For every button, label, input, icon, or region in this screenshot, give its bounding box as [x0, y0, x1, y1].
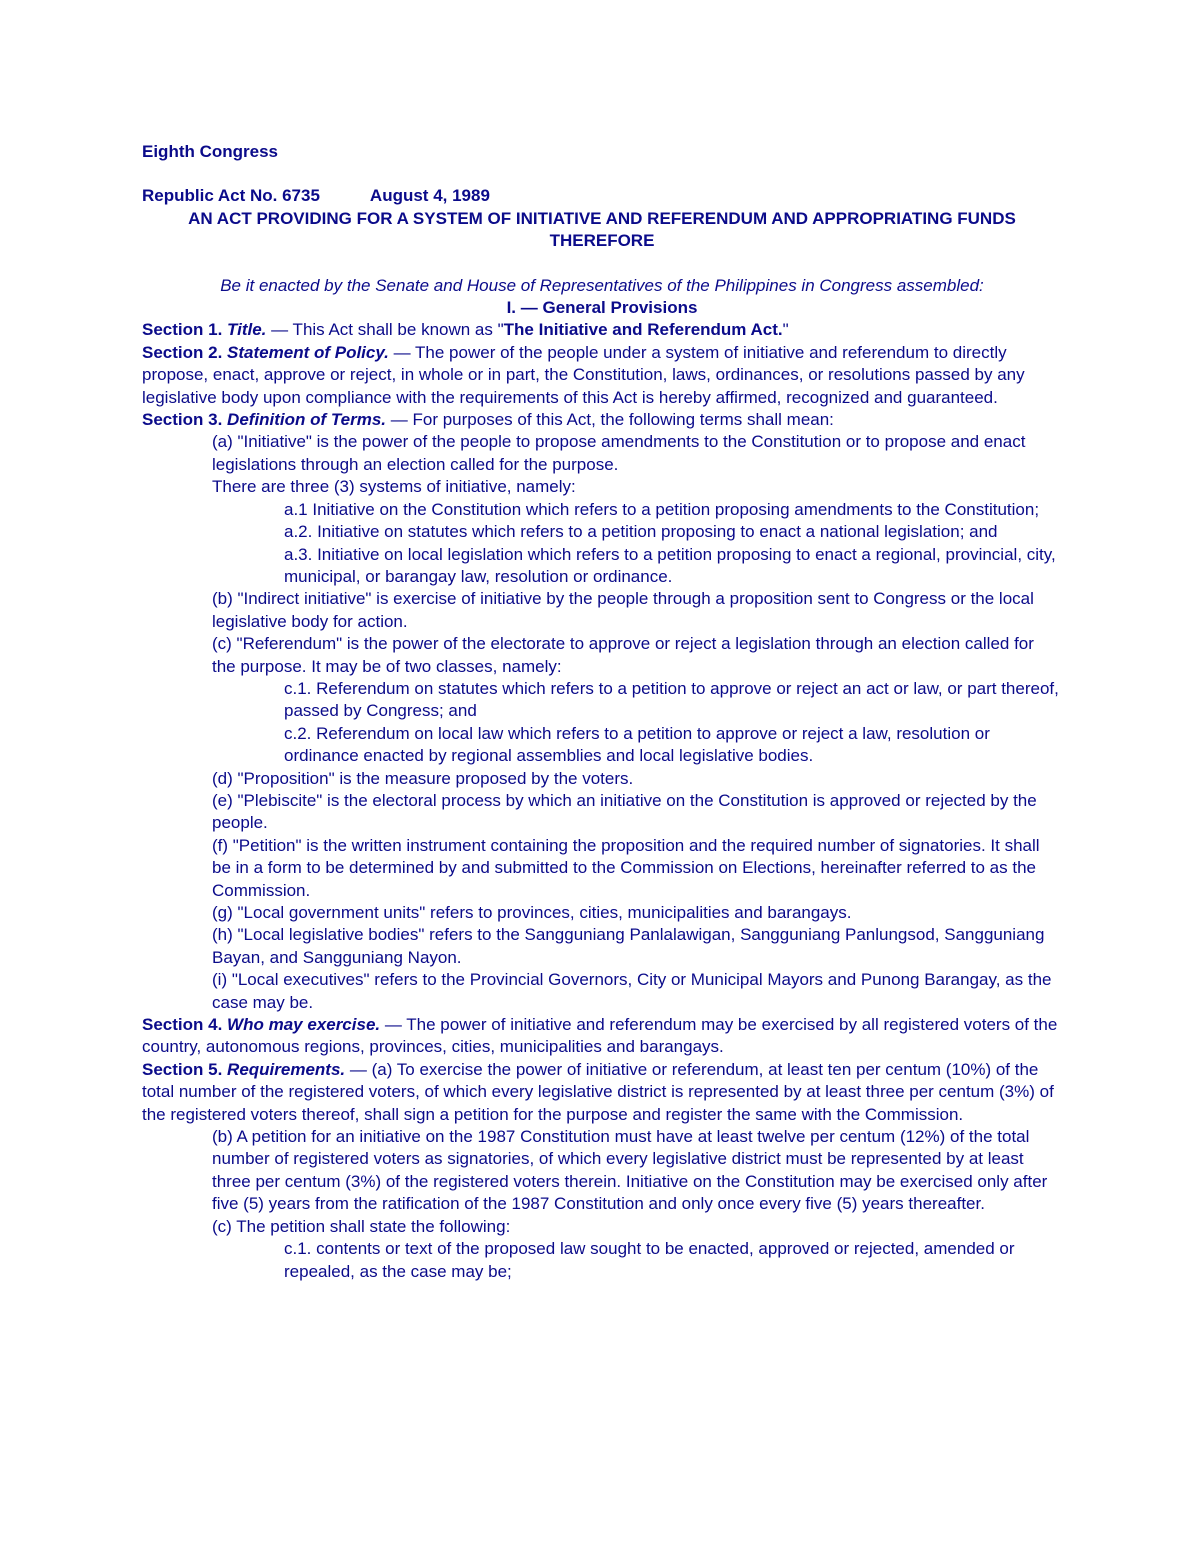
section-4 [142, 1014, 1062, 1059]
definition-f: (f) "Petition" is the written instrument containing the proposition and the required number of signatories. It shall be in a form to be determined by and submitted to the Commission on Elections, hereinafter referred to as the Commission. [212, 835, 1040, 900]
definition-a1: a.1 Initiative on the Constitution which refers to a petition proposing amendments to the Constitution; [284, 499, 1040, 519]
section-title: Who may exercise. [227, 1015, 381, 1035]
section-3 [142, 409, 1062, 431]
act-number-line [142, 185, 1062, 207]
act-date: August 4, 1989 [369, 186, 490, 206]
definition-a: (a) "Initiative" is the power of the people to propose amendments to the Constitution or to propose and enact legislations through an election called for the purpose. [212, 432, 1026, 474]
requirement-c: (c) The petition shall state the following: [212, 1216, 511, 1236]
definition-c: (c) "Referendum" is the power of the electorate to approve or reject a legislation through an election called for the purpose. It may be of two classes, namely: [212, 634, 1034, 676]
section-title: Statement of Policy. [227, 342, 389, 362]
section-text: — The power of initiative and referendum may be exercised by all registered voters of the country, autonomous regions, provinces, cities, municipalities and barangays. [142, 1015, 1058, 1057]
section-text: — (a) To exercise the power of initiative or referendum, at least ten per centum (10%) of the total number of the registered voters, of which every legislative district is represented by at least three per centum (3%) of the registered voters thereof, shall sign a petition for the purpose and register the same with the Commission. [142, 1059, 1054, 1124]
section-title: Title. [227, 320, 267, 340]
act-short-name: The Initiative and Referendum Act. [503, 320, 783, 340]
definition-c2: c.2. Referendum on local law which refers to a petition to approve or reject a law, resolution or ordinance enacted by regional assemblies and local legislative bodies. [284, 723, 990, 766]
section-text: — This Act shall be known as " [266, 320, 504, 340]
definition-d: (d) "Proposition" is the measure proposed by the voters. [212, 768, 634, 788]
section-title: Definition of Terms. [227, 410, 387, 430]
section-number: Section 3. [142, 410, 223, 430]
definition-b: (b) "Indirect initiative" is exercise of initiative by the people through a proposition sent to Congress or the local legislative body for action. [212, 589, 1034, 631]
document-body [142, 141, 1062, 1283]
section-number: Section 4. [142, 1015, 223, 1035]
section-text: — The power of the people under a system of initiative and referendum to directly propose, enact, approve or reject, in whole or in part, the Constitution, laws, ordinances, or resolutions passed by any legislative body upon compliance with the requirements of this Act is hereby affirmed, recognized and guaranteed. [142, 342, 1025, 407]
section-text: — For purposes of this Act, the following terms shall mean: [386, 410, 834, 430]
definition-h: (h) "Local legislative bodies" refers to the Sangguniang Panlalawigan, Sangguniang Panlungsod, Sangguniang Bayan, and Sangguniang Nayon. [212, 925, 1045, 967]
section-title: Requirements. [227, 1059, 346, 1079]
section-1 [142, 319, 1062, 341]
requirement-c1: c.1. contents or text of the proposed law sought to be enacted, approved or rejected, amended or repealed, as the case may be; [284, 1239, 1015, 1281]
section-2 [142, 342, 1062, 409]
definition-a2: a.2. Initiative on statutes which refers to a petition proposing to enact a national legislation; and [284, 522, 998, 542]
definition-g: (g) "Local government units" refers to provinces, cities, municipalities and barangays. [212, 903, 852, 922]
act-title: AN ACT PROVIDING FOR A SYSTEM OF INITIATIVE AND REFERENDUM AND APPROPRIATING FUNDS THEREFORE [188, 208, 1016, 251]
section-number: Section 5. [142, 1059, 223, 1079]
enacting-clause: Be it enacted by the Senate and House of Representatives of the Philippines in Congress assembled: [220, 275, 984, 295]
definition-a3: a.3. Initiative on local legislation which refers to a petition proposing to enact a regional, provincial, city, municipal, or barangay law, resolution or ordinance. [284, 544, 1056, 586]
section-number: Section 1. [142, 320, 223, 340]
act-number: Republic Act No. 6735 [142, 186, 320, 206]
section-text-end: " [782, 320, 789, 340]
definition-c1: c.1. Referendum on statutes which refers to a petition to approve or reject an act or law, or part thereof, passed by Congress; and [284, 678, 1059, 721]
definition-a-systems: There are three (3) systems of initiative, namely: [212, 477, 576, 497]
definition-i: (i) "Local executives" refers to the Provincial Governors, City or Municipal Mayors and Punong Barangay, as the case may be. [212, 970, 1052, 1012]
definition-e: (e) "Plebiscite" is the electoral process by which an initiative on the Constitution is approved or rejected by the people. [212, 790, 1037, 833]
chapter-heading: I. — General Provisions [506, 298, 698, 318]
requirement-b: (b) A petition for an initiative on the 1987 Constitution must have at least twelve per centum (12%) of the total number of registered voters as signatories, of which every legislative district must be represented by at least three per centum (3%) of the registered voters therein. Initiative on the Constitution may be exercised only after five (5) years from the ratification of the 1987 Constitution and only once every five (5) years thereafter. [212, 1127, 1048, 1214]
congress-heading: Eighth Congress [142, 142, 279, 161]
section-number: Section 2. [142, 342, 223, 362]
section-5 [142, 1059, 1062, 1126]
